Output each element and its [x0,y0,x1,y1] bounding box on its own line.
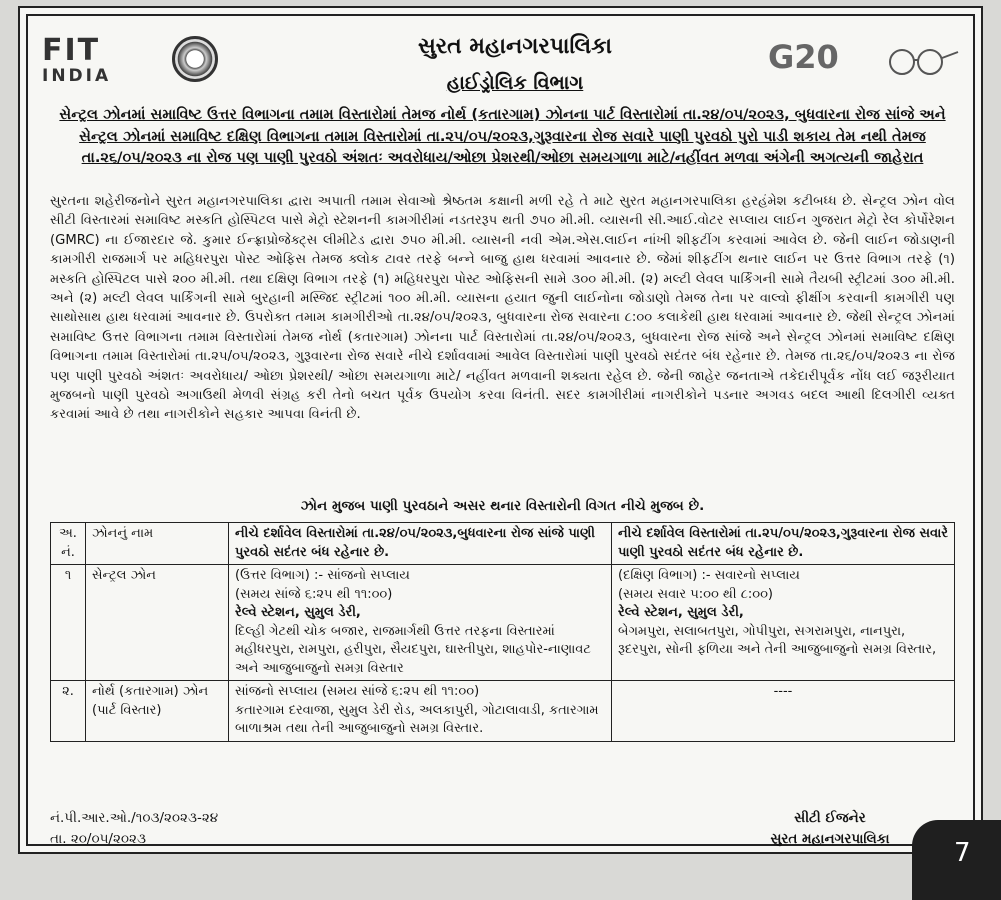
row2-zone: નોર્થ (કતારગામ) ઝોન (પાર્ટ વિસ્તાર) [86,681,229,742]
row1-25-division: (દક્ષિણ વિભાગ) :- સવારનો સપ્લાય [618,568,800,583]
header-sr: અ. નં. [51,523,86,565]
fit-logo-subtext: INDIA [42,66,112,86]
notice-page [18,6,983,854]
row1-24-may [229,565,612,681]
notice-date: તા. ૨૦/૦૫/૨૦૨૩ [50,831,146,847]
page-number-badge [912,820,1001,900]
row1-24-time: (સમય સાંજે ૬:૨૫ થી ૧૧:૦૦) [235,586,393,602]
table-header-row [51,523,955,565]
row2-sr: ૨. [51,681,86,742]
swachh-bharat-glasses-icon [880,42,960,82]
header-25-may: નીચે દર્શાવેલ વિસ્તારોમાં તા.૨૫/૦૫/૨૦૨૩,ગુરૂવારના રોજ સવારે પાણી પુરવઠો સદંતર બંધ રહેનાર છે. [612,523,955,565]
row2-24-may [229,681,612,742]
footer-signature [730,808,930,850]
zone-table [50,522,955,742]
row2-25-may: ---- [612,681,955,742]
footer-reference [50,808,218,850]
row2-24-time: સાંજનો સપ્લાય (સમય સાંજે ૬:૨૫ થી ૧૧:૦૦) [235,684,480,699]
page-title: સુરત મહાનગરપાલિકા [417,34,613,59]
reference-number: નં.પી.આર.ઓ./૧૦૩/૨૦૨૩-૨૪ [50,810,219,826]
header-24-may: નીચે દર્શાવેલ વિસ્તારોમાં તા.૨૪/૦૫/૨૦૨૩,બુધવારના રોજ સાંજે પાણી પુરવઠો સદંતર બંધ રહેનાર છે. [229,523,612,565]
row1-zone: સેન્ટ્રલ ઝોન [86,565,229,681]
g20-logo-text: G20 [768,38,839,76]
signatory-org: સુરત મહાનગરપાલિકા [770,831,890,847]
row1-24-areas: દિલ્હી ગેટથી ચોક બજાર, રાજમાર્ગથી ઉત્તર તરફના વિસ્તારમાં મહીધરપુરા, રામપુરા, હરીપુરા, સૈયદપુરા, ઘાસ્તીપુરા, શાહપોર-નાણાવટ અને આજુબાજુનો સમગ્ર વિસ્તાર [235,623,591,676]
row1-25-may [612,565,955,681]
notice-headline: સેન્ટ્રલ ઝોનમાં સમાવિષ્ટ ઉત્તર વિભાગના તમામ વિસ્તારોમાં તેમજ નોર્થ (કતારગામ) ઝોનના પાર્ટ વિસ્તારોમાં તા.૨૪/૦૫/૨૦૨૩, બુધવારના રોજ સાંજે અને સેન્ટ્રલ ઝોનમાં સમાવિષ્ટ દક્ષિણ વિભાગના તમામ વિસ્તારોમાં તા.૨૫/૦૫/૨૦૨૩,ગુરૂવારના રોજ સવારે પાણી પુરવઠો પુરો પાડી શકાય તેમ નથી તેમજ તા.૨૬/૦૫/૨૦૨૩ ના રોજ પણ પાણી પુરવઠો અંશતઃ અવરોધાય/ઓછા પ્રેશરથી/ઓછા સમયગાળા માટે/નહીંવત મળવા અંગેની અગત્યની જાહેરાત [59,106,946,166]
row1-25-areas-bold: રેલ્વે સ્ટેશન, સુમુલ ડેરી, [618,605,744,620]
g20-logo [768,38,858,88]
zone-table-heading: ઝોન મુજબ પાણી પુરવઠાને અસર થનાર વિસ્તારોની વિગત નીચે મુજબ છે. [300,498,705,514]
signatory-title: સીટી ઈજનેર [794,810,866,826]
table-row [51,681,955,742]
notice-body: સુરતના શહેરીજનોને સુરત મહાનગરપાલિકા દ્વારા અપાતી તમામ સેવાઓ શ્રેષ્ઠતમ કક્ષાની મળી રહે તે માટે સુરત મહાનગરપાલિકા હરહંમેશ કટીબધ્ધ છે. સેન્ટ્રલ ઝોન વોલ સીટી વિસ્તારમાં સમાવિષ્ટ મસ્કતિ હોસ્પિટલ પાસે મેટ્રો સ્ટેશનની કામગીરીમાં નડતરરૂપ થતી ૭૫૦ મી.મી. વ્યાસની સી.આઈ.વોટર સપ્લાય લાઈન ગુજરાત મેટ્રો રેલ કોર્પોરેશન (GMRC) ના ઈજારદાર જે. કુમાર ઈન્ફ્રાપ્રોજેક્ટ્સ લીમીટેડ દ્વારા ૭૫૦ મી.મી. વ્યાસની નવી એમ.એસ.લાઈન નાંખી શીફટીંગ કરવામાં આવેલ છે. જેની લાઈન જોડાણની કામગીરી રાજમાર્ગ પર મહિધરપુરા પોસ્ટ ઓફિસ તેમજ ક્લોક ટાવર તરફે બન્ને બાજુ હાથ ધરવામાં આવનાર છે. જેમાં શીફટીંગ થનાર લાઈન પર ઉત્તર વિભાગ તરફે (૧) મસ્કતિ હોસ્પિટલ પાસે ૨૦૦ મી.મી. તથા દક્ષિણ વિભાગ તરફે (૧) મહિધરપુરા પોસ્ટ ઓફિસની સામે ૩૦૦ મી.મી. (૨) મલ્ટી લેવલ પાર્કિંગની સામે તૈયબી સ્ટ્રીટમાં ૩૦૦ મી.મી. અને (૨) મલ્ટી લેવલ પાર્કિંગની સામે બુરહાની મસ્જિદ સ્ટ્રીટમાં ૧૦૦ મી.મી. વ્યાસના હયાત જુની લાઈનોના જોડાણો તેમજ તેના પર વાલ્વો ફીક્ષીંગ કરવાની કામગીરી પણ સાથોસાથ હાથ ધરવામાં આવનાર છે. ઉપરોક્ત તમામ કામગીરીઓ તા.૨૪/૦૫/૨૦૨૩, બુધવારના રોજ સવારના ૮:૦૦ કલાકેથી હાથ ધરવામાં આવનાર છે. જેથી સેન્ટ્રલ ઝોનમાં સમાવિષ્ટ ઉત્તર વિભાગના તમામ વિસ્તારોમાં તેમજ નોર્થ (કતારગામ) ઝોનના પાર્ટ વિસ્તારોમાં તા.૨૪/૦૫/૨૦૨૩, બુધવારના રોજ સાંજે અને સેન્ટ્રલ ઝોનમાં સમાવિષ્ટ દક્ષિણ વિભાગના તમામ વિસ્તારોમાં તા.૨૫/૦૫/૨૦૨૩, ગુરૂવારના રોજ સવારે નીચે દર્શાવવામાં આવેલ વિસ્તારોમાં પાણી પુરવઠો સદંતર બંધ રહેનાર છે. તેમજ તા.૨૬/૦૫/૨૦૨૩ ના રોજ પણ પાણી પુરવઠો અંશતઃ અવરોધાય/ ઓછા પ્રેશરથી/ ઓછા સમયગાળા માટે/ નહીંવત મળવાની શક્યતા રહેલ છે. જેની જાહેર જનતાએ તકેદારીપૂર્વક નોંધ લઈ જરૂરીયાત મુજબનો પાણી પુરવઠો અગાઉથી મેળવી સંગ્રહ કરી તેનો બચત પૂર્વક ઉપયોગ કરવા વિનંતી. સદર કામગીરીમાં નાગરીકોને પડનાર અગવડ બદલ આથી દિલગીરી વ્યક્ત કરવામાં આવે છે તથા નાગરીકોને સહકાર આપવા વિનંતી છે. [50,194,955,423]
row2-24-areas: કતારગામ દરવાજા, સુમુલ ડેરી રોડ, અલકાપુરી, ગોટાલાવાડી, કતારગામ બાળાશ્રમ તથા તેની આજુબાજુનો સમગ્ર વિસ્તાર. [235,702,599,736]
department-title: હાઈડ્રોલિક વિભાગ [446,72,584,94]
fit-india-logo [42,33,142,90]
header-zone: ઝોનનું નામ [86,523,229,565]
fit-logo-text: FIT [42,33,101,68]
row1-25-areas: બેગમપુરા, સલાબતપુરા, ગોપીપુરા, સગરામપુરા, નાનપુરા, રૂદરપુરા, સોની ફળિયા અને તેની આજુબાજુનો સમગ્ર વિસ્તાર, [618,623,937,657]
smc-emblem-icon [172,36,218,82]
page-number: 7 [954,838,971,868]
row1-sr: ૧ [51,565,86,681]
row1-24-areas-bold: રેલ્વે સ્ટેશન, સુમુલ ડેરી, [235,605,361,620]
row1-24-division: (ઉત્તર વિભાગ) :- સાંજનો સપ્લાય [235,568,410,583]
row1-25-time: (સમય સવાર ૫:૦૦ થી ૮:૦૦) [618,586,774,602]
table-row [51,565,955,681]
